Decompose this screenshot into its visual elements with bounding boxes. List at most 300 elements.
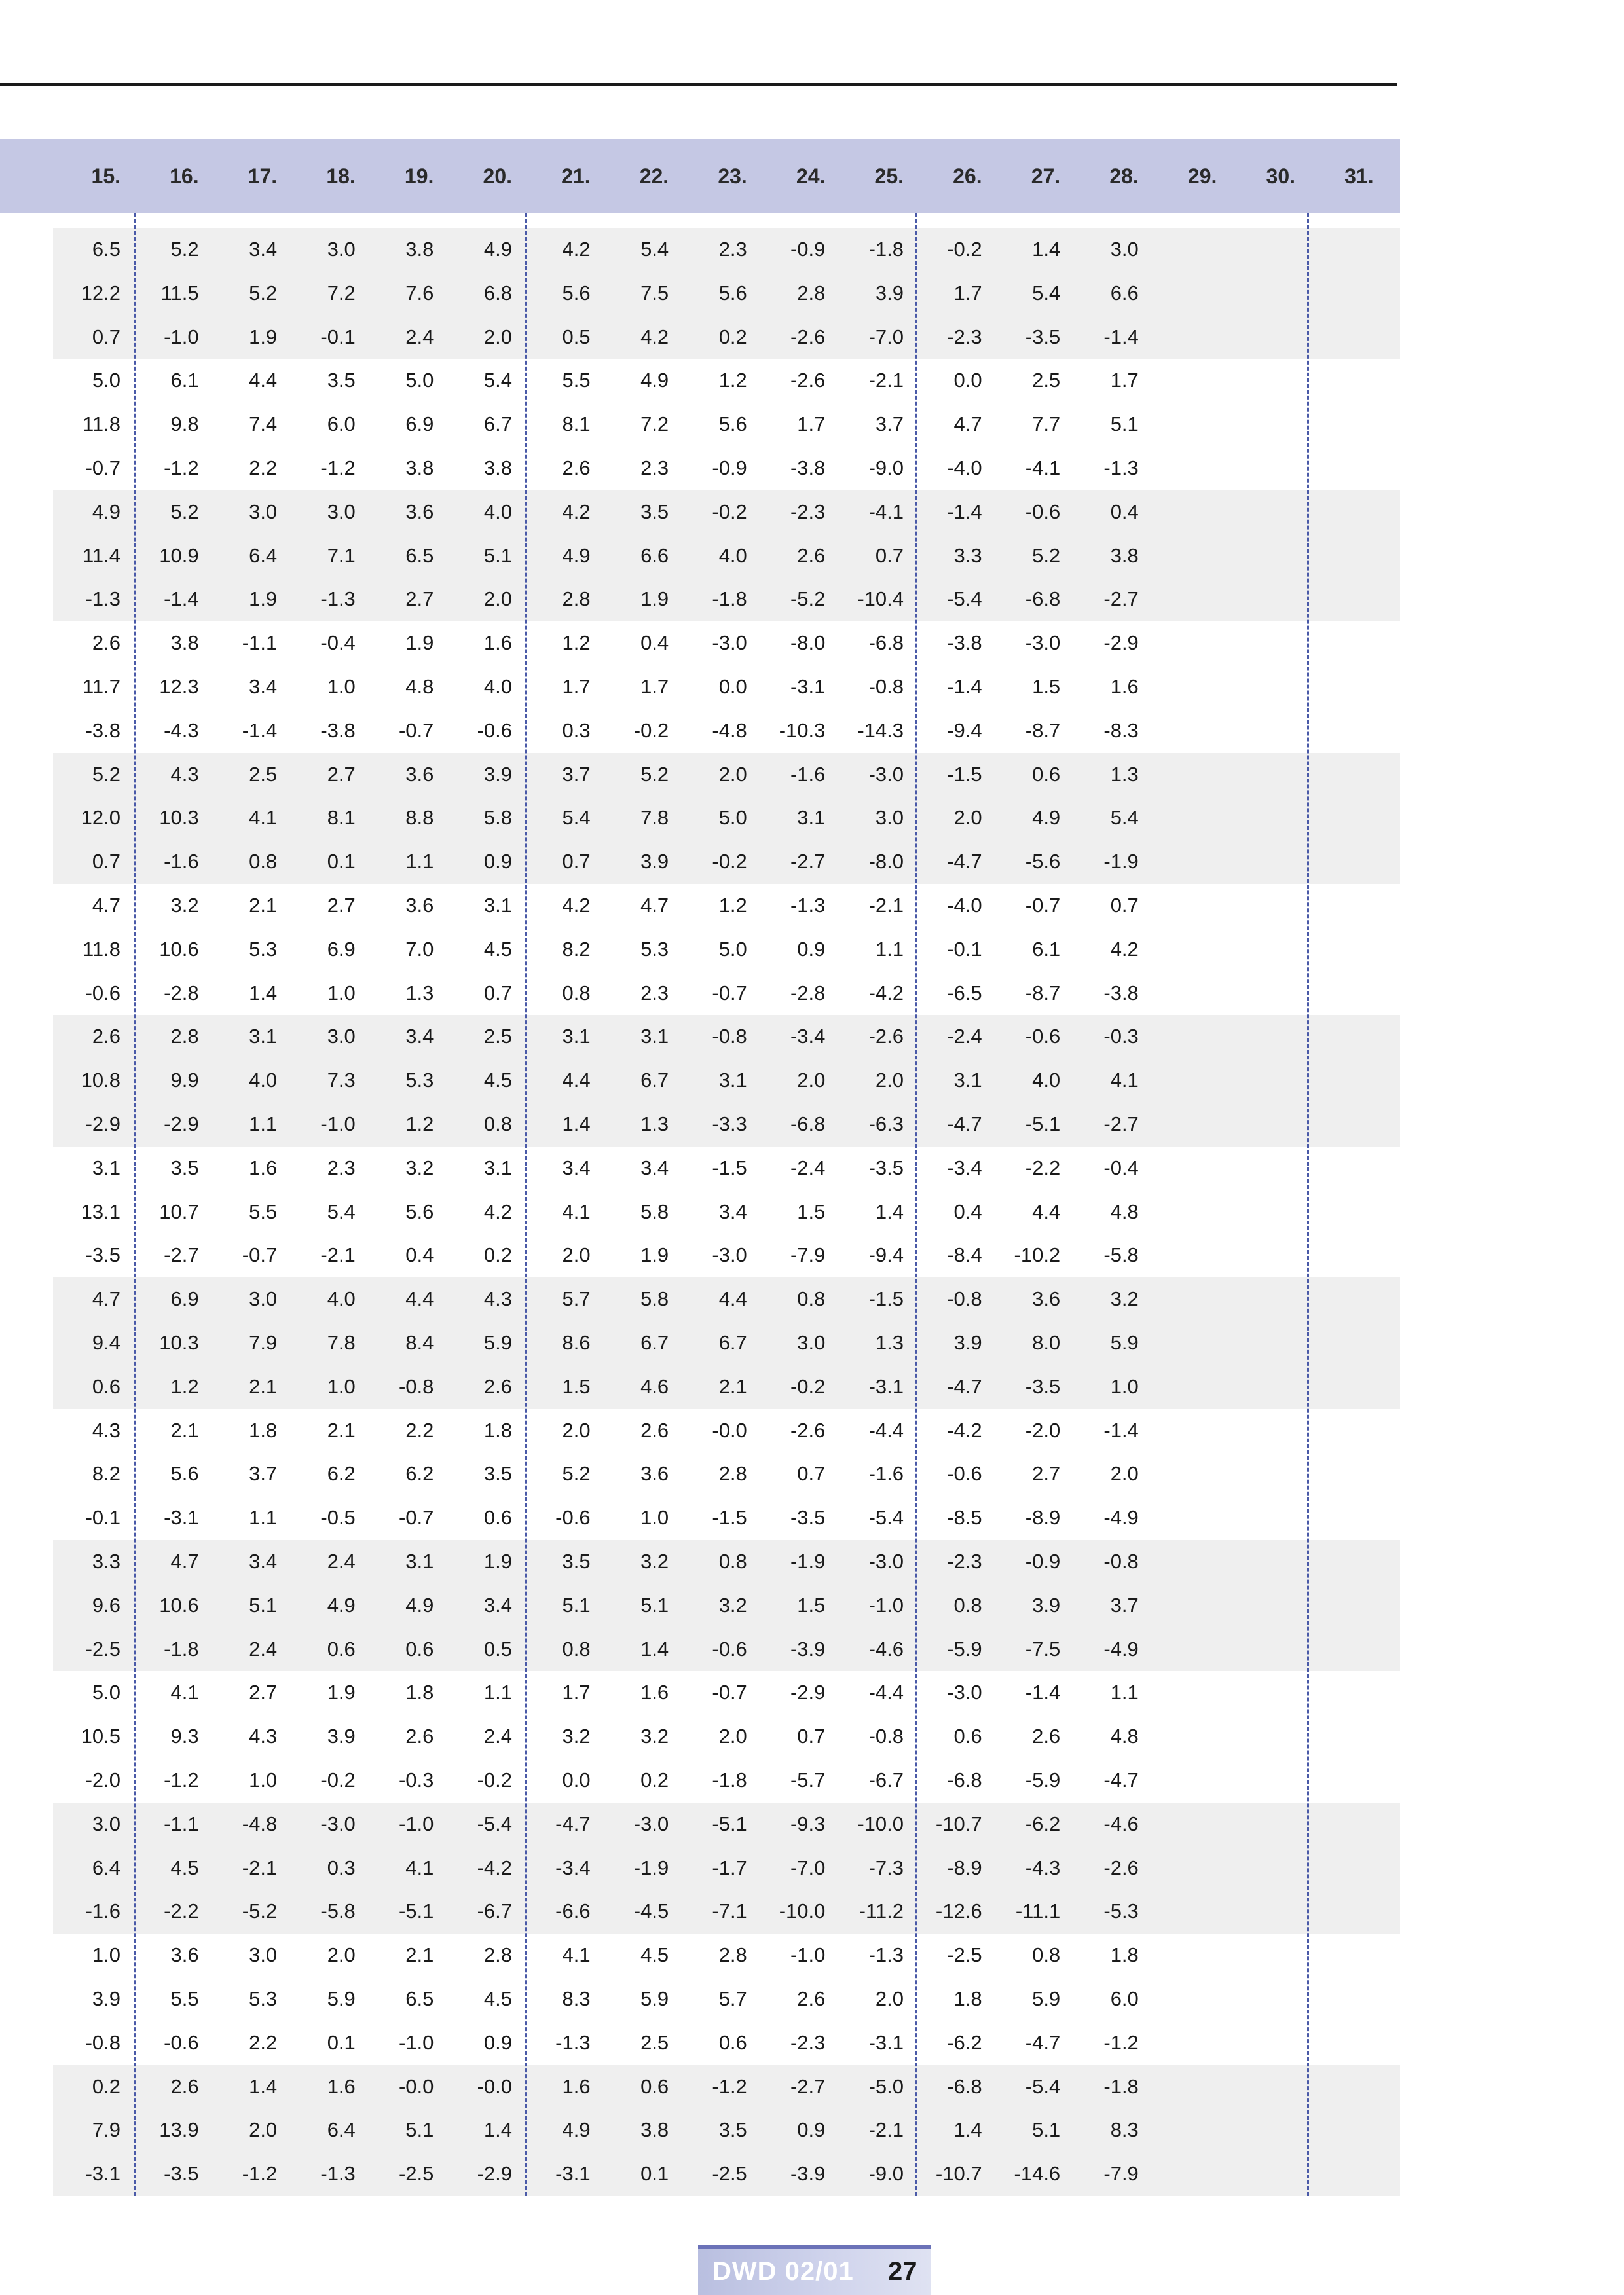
table-cell: 5.4 [640,238,669,261]
table-cell: 1.0 [327,981,356,1004]
table-cell: 7.8 [640,806,669,830]
table-row [53,1103,1400,1147]
table-cell: 2.0 [327,1943,356,1967]
table-cell: 2.3 [640,981,669,1004]
table-cell: 11.4 [82,543,120,567]
table-cell: 4.9 [92,500,120,523]
table-cell: 2.4 [249,1637,278,1661]
table-row [53,1277,1400,1321]
table-cell: 3.9 [327,1725,356,1748]
table-cell: 4.4 [249,369,278,392]
table-cell [1138,1715,1217,1759]
table-cell: 6.0 [327,413,356,436]
table-cell: 5.7 [718,1987,747,2010]
table-cell: 4.0 [483,500,512,523]
table-cell: -4.9 [1103,1506,1139,1530]
table-row [53,1147,1400,1190]
table-cell: 4.9 [640,369,669,392]
table-cell: 0.9 [797,2118,826,2142]
table-cell: 4.8 [405,675,434,698]
table-cell: 1.7 [1110,369,1139,392]
table-cell: -0.6 [85,981,120,1004]
table-row [53,621,1400,665]
table-cell [1217,621,1295,665]
table-cell: -2.9 [164,1112,199,1135]
table-cell: -0.6 [947,1462,982,1486]
table-cell: -0.1 [320,325,356,348]
table-cell: 4.8 [1110,1725,1139,1748]
table-cell: 2.1 [718,1374,747,1398]
table-cell: 2.6 [1032,1725,1061,1748]
table-cell: -2.4 [947,1025,982,1048]
table-cell: 2.2 [249,2030,278,2054]
table-cell: 2.6 [170,2074,199,2098]
table-cell: 4.7 [953,413,982,436]
table-cell: 2.8 [170,1025,199,1048]
table-cell: 3.4 [405,1025,434,1048]
table-cell [1138,840,1217,884]
column-separator [1307,213,1309,2196]
table-cell: -8.9 [1025,1506,1061,1530]
table-cell: -0.9 [712,456,747,479]
table-cell: 4.7 [92,1287,120,1311]
table-cell [1217,928,1295,972]
table-cell [1217,1103,1295,1147]
table-cell: 2.1 [249,894,278,917]
table-cell: 1.3 [875,1331,904,1354]
table-cell: 4.7 [92,894,120,917]
day-header-3: 17. [248,164,278,188]
table-cell: -1.4 [947,675,982,698]
table-cell: 0.8 [562,981,591,1004]
table-cell: 3.1 [483,1156,512,1179]
table-cell: -8.4 [947,1243,982,1267]
table-cell: -5.8 [320,1900,356,1923]
table-cell: 3.6 [405,762,434,786]
table-cell: -3.5 [1025,325,1061,348]
table-row [53,578,1400,621]
table-cell: 2.5 [249,762,278,786]
table-cell: -4.1 [868,500,904,523]
table-cell: -0.8 [85,2030,120,2054]
table-row [53,1190,1400,1234]
table-cell: -6.8 [790,1112,826,1135]
table-cell: -3.0 [868,1550,904,1573]
table-cell: 0.9 [797,937,826,961]
table-cell: 6.9 [170,1287,199,1311]
table-cell: 3.3 [953,543,982,567]
table-cell: -8.7 [1025,981,1061,1004]
table-row [53,1015,1400,1059]
table-cell: -2.6 [790,1418,826,1442]
table-cell: 1.3 [405,981,434,1004]
table-cell: 1.4 [875,1200,904,1223]
table-cell: 13.1 [81,1200,120,1223]
table-cell [1217,1409,1295,1453]
table-cell: 10.6 [159,1593,199,1617]
table-cell: 3.9 [953,1331,982,1354]
table-cell: -11.1 [1015,1900,1061,1923]
table-row [53,490,1400,534]
table-cell: -2.3 [790,500,826,523]
table-cell: -3.1 [868,2030,904,2054]
table-cell: -1.3 [555,2030,591,2054]
table-cell [1138,447,1217,490]
table-cell [1138,2021,1217,2065]
table-row [53,403,1400,447]
table-cell: 2.0 [483,325,512,348]
table-cell: 2.6 [483,1374,512,1398]
table-cell: 3.8 [640,2118,669,2142]
table-cell: -4.9 [1103,1637,1139,1661]
table-cell: 0.9 [483,850,512,873]
table-cell: 1.5 [797,1593,826,1617]
table-cell: -1.2 [242,2162,278,2186]
table-cell: 3.0 [327,500,356,523]
table-cell: 2.0 [797,1069,826,1092]
column-separator [525,213,527,2196]
table-cell: -9.0 [868,456,904,479]
table-cell: 3.6 [640,1462,669,1486]
table-cell: 0.7 [92,325,120,348]
table-row [53,272,1400,316]
table-cell: 13.9 [159,2118,199,2142]
table-cell: 4.3 [483,1287,512,1311]
table-cell [1138,1234,1217,1277]
table-cell: -0.2 [790,1374,826,1398]
table-cell: -1.3 [1103,456,1139,479]
table-cell: 9.8 [170,413,199,436]
table-cell: 4.1 [562,1943,591,1967]
table-cell: 2.6 [92,631,120,655]
table-cell: 3.1 [92,1156,120,1179]
table-cell: -1.6 [790,762,826,786]
table-cell [1217,796,1295,840]
table-cell: -3.8 [320,718,356,742]
table-cell: 4.1 [562,1200,591,1223]
table-cell: -0.7 [85,456,120,479]
table-cell: 8.1 [327,806,356,830]
table-cell [1138,1015,1217,1059]
table-cell: -3.0 [320,1812,356,1835]
table-cell: -2.7 [790,850,826,873]
table-cell: 6.5 [405,543,434,567]
table-cell: 0.1 [640,2162,669,2186]
table-cell [1138,796,1217,840]
table-cell: 7.3 [327,1069,356,1092]
column-separator [915,213,917,2196]
day-header-2: 16. [170,164,199,188]
table-cell: 0.7 [562,850,591,873]
table-cell: 8.0 [1032,1331,1061,1354]
table-cell: -1.4 [947,500,982,523]
table-cell: -2.7 [1103,1112,1139,1135]
table-cell: 7.0 [405,937,434,961]
table-cell: 1.2 [718,369,747,392]
table-cell: 8.6 [562,1331,591,1354]
table-cell: 6.1 [1032,937,1061,961]
table-cell: -3.0 [947,1681,982,1704]
table-cell: 4.9 [562,2118,591,2142]
table-row [53,1365,1400,1409]
table-cell: 4.5 [483,937,512,961]
table-cell [1138,578,1217,621]
table-cell [1217,1759,1295,1803]
table-cell: -1.9 [790,1550,826,1573]
table-cell: 1.8 [483,1418,512,1442]
table-cell: -1.8 [712,587,747,611]
table-cell: 1.9 [327,1681,356,1704]
table-cell [1217,1628,1295,1672]
table-cell: 2.0 [875,1069,904,1092]
table-cell [1138,1977,1217,2021]
table-cell [1138,972,1217,1016]
table-cell [1217,359,1295,403]
table-cell [1138,1846,1217,1890]
table-cell: 3.4 [249,1550,278,1573]
table-cell: 10.7 [159,1200,199,1223]
table-cell: 4.5 [483,1987,512,2010]
table-cell: 4.0 [1032,1069,1061,1092]
table-cell: 3.0 [1110,238,1139,261]
table-cell: 4.4 [405,1287,434,1311]
table-cell: -1.2 [712,2074,747,2098]
table-cell: -1.8 [1103,2074,1139,2098]
table-cell: -3.1 [868,1374,904,1398]
table-cell: -1.0 [398,2030,434,2054]
table-cell: 1.9 [640,1243,669,1267]
table-row [53,1059,1400,1103]
table-cell: 8.4 [405,1331,434,1354]
table-cell: 10.9 [159,543,199,567]
table-cell: 4.7 [640,894,669,917]
table-cell: 2.0 [249,2118,278,2142]
table-cell: 7.9 [92,2118,120,2142]
table-row [53,316,1400,359]
table-cell: -0.7 [398,1506,434,1530]
table-cell: 0.6 [483,1506,512,1530]
table-cell: 3.9 [92,1987,120,2010]
table-cell: 1.9 [405,631,434,655]
table-cell: 1.6 [249,1156,278,1179]
table-cell: 2.6 [640,1418,669,1442]
table-cell: 7.5 [640,281,669,304]
table-cell: 0.8 [483,1112,512,1135]
table-cell: -2.7 [1103,587,1139,611]
table-cell: -3.8 [1103,981,1139,1004]
table-cell [1138,1452,1217,1496]
table-cell: 1.1 [483,1681,512,1704]
table-cell [1138,403,1217,447]
table-cell: 4.3 [170,762,199,786]
table-cell: -3.8 [85,718,120,742]
table-cell: -4.2 [868,981,904,1004]
table-row [53,796,1400,840]
day-header-15: 29. [1187,164,1217,188]
table-cell: 0.3 [562,718,591,742]
table-cell: 1.0 [640,1506,669,1530]
table-cell: 1.2 [718,894,747,917]
table-cell: 6.9 [327,937,356,961]
table-cell: -1.4 [164,587,199,611]
table-cell [1217,1977,1295,2021]
table-cell: -9.4 [868,1243,904,1267]
table-cell: -10.3 [779,718,826,742]
table-cell: 8.2 [92,1462,120,1486]
table-cell: 0.8 [249,850,278,873]
table-cell: 3.0 [249,1943,278,1967]
table-cell: 4.4 [1032,1200,1061,1223]
table-cell: 1.5 [1032,675,1061,698]
table-cell: -1.4 [1103,325,1139,348]
table-cell: 1.8 [405,1681,434,1704]
table-cell: -2.1 [242,1856,278,1879]
table-cell: -4.1 [1025,456,1061,479]
table-cell: -9.4 [947,718,982,742]
table-cell: 4.8 [1110,1200,1139,1223]
table-cell: -2.1 [320,1243,356,1267]
table-cell [1217,228,1295,272]
table-cell: -3.1 [85,2162,120,2186]
table-cell: 1.4 [249,981,278,1004]
table-cell: 0.5 [483,1637,512,1661]
table-cell [1217,1934,1295,1977]
table-cell: 0.4 [953,1200,982,1223]
table-cell: -1.3 [790,894,826,917]
table-cell: -0.1 [947,937,982,961]
table-cell: -0.8 [712,1025,747,1048]
table-cell: -3.0 [1025,631,1061,655]
table-cell: 0.7 [92,850,120,873]
table-cell: -1.5 [868,1287,904,1311]
table-cell: -0.0 [477,2074,512,2098]
table-cell: -2.6 [790,369,826,392]
table-cell: 7.8 [327,1331,356,1354]
table-cell: -4.6 [1103,1812,1139,1835]
table-cell: 5.0 [92,369,120,392]
table-cell: -2.5 [947,1943,982,1967]
table-cell: -2.1 [868,894,904,917]
table-cell: 5.3 [249,937,278,961]
table-cell: 8.8 [405,806,434,830]
footer-topline [698,2245,931,2249]
table-cell: -2.6 [868,1025,904,1048]
table-cell: -5.3 [1103,1900,1139,1923]
table-cell: 3.2 [405,1156,434,1179]
table-cell: 6.4 [92,1856,120,1879]
table-cell: 2.7 [405,587,434,611]
table-cell: -4.7 [1103,1769,1139,1791]
table-row [53,1977,1400,2021]
table-row [53,1540,1400,1584]
table-cell: 1.9 [249,587,278,611]
table-cell: 5.9 [483,1331,512,1354]
table-cell: 0.7 [483,981,512,1004]
table-cell: -2.6 [1103,1856,1139,1879]
table-cell: 5.1 [1110,413,1139,436]
table-cell: -1.0 [398,1812,434,1835]
table-cell [1217,1059,1295,1103]
table-cell: 4.1 [170,1681,199,1704]
table-cell: -0.3 [1103,1025,1139,1048]
table-cell: 6.7 [640,1069,669,1092]
table-cell: 1.5 [562,1374,591,1398]
table-cell: -5.4 [947,587,982,611]
table-cell: -1.8 [712,1769,747,1791]
table-cell: -1.9 [1103,850,1139,873]
table-cell: -4.7 [947,1374,982,1398]
table-cell: 4.4 [718,1287,747,1311]
table-row [53,665,1400,709]
table-cell: -3.5 [164,2162,199,2186]
table-cell: 2.1 [327,1418,356,1442]
table-cell: -10.0 [857,1812,904,1835]
table-cell: 3.6 [170,1943,199,1967]
table-cell: 5.6 [718,281,747,304]
table-cell: -0.0 [398,2074,434,2098]
table-cell: 0.2 [483,1243,512,1267]
table-cell: -8.0 [790,631,826,655]
table-cell: 5.2 [562,1462,591,1486]
table-cell: 2.0 [718,762,747,786]
table-cell [1138,1147,1217,1190]
table-cell: 3.1 [405,1550,434,1573]
table-cell: -4.5 [633,1900,669,1923]
table-cell [1217,2065,1295,2109]
table-cell: 3.5 [483,1462,512,1486]
table-cell: -5.8 [1103,1243,1139,1267]
table-cell: -4.4 [868,1681,904,1704]
day-header-7: 21. [561,164,591,188]
table-cell: 2.1 [170,1418,199,1442]
table-cell: 0.7 [797,1462,826,1486]
table-cell: 2.7 [249,1681,278,1704]
table-cell: -4.7 [947,1112,982,1135]
table-cell: 6.7 [483,413,512,436]
table-cell: -1.9 [633,1856,669,1879]
table-cell: 4.9 [1032,806,1061,830]
table-cell: 3.2 [170,894,199,917]
table-cell: -4.2 [947,1418,982,1442]
table-cell: -1.7 [712,1856,747,1879]
table-cell: -0.0 [712,1418,747,1442]
table-cell: 1.7 [953,281,982,304]
table-cell: -10.2 [1014,1243,1061,1267]
table-cell: 4.3 [92,1418,120,1442]
table-cell: -14.6 [1014,2162,1061,2186]
table-cell: -6.7 [868,1769,904,1791]
table-cell [1138,1190,1217,1234]
table-cell [1217,884,1295,928]
table-cell: -0.9 [790,238,826,261]
table-cell: 5.8 [483,806,512,830]
table-cell: -0.2 [477,1769,512,1791]
table-cell: 3.9 [640,850,669,873]
table-cell: 5.4 [1110,806,1139,830]
table-cell: 1.1 [875,937,904,961]
day-header-4: 18. [326,164,356,188]
table-cell: 1.9 [249,325,278,348]
table-cell: -1.6 [164,850,199,873]
table-cell [1217,1234,1295,1277]
table-row [53,1234,1400,1277]
table-cell: 2.0 [562,1418,591,1442]
table-cell: 5.6 [562,281,591,304]
table-cell: 3.0 [249,1287,278,1311]
table-cell: -0.4 [320,631,356,655]
table-cell: -10.7 [935,2162,982,2186]
table-cell: 8.3 [562,1987,591,2010]
